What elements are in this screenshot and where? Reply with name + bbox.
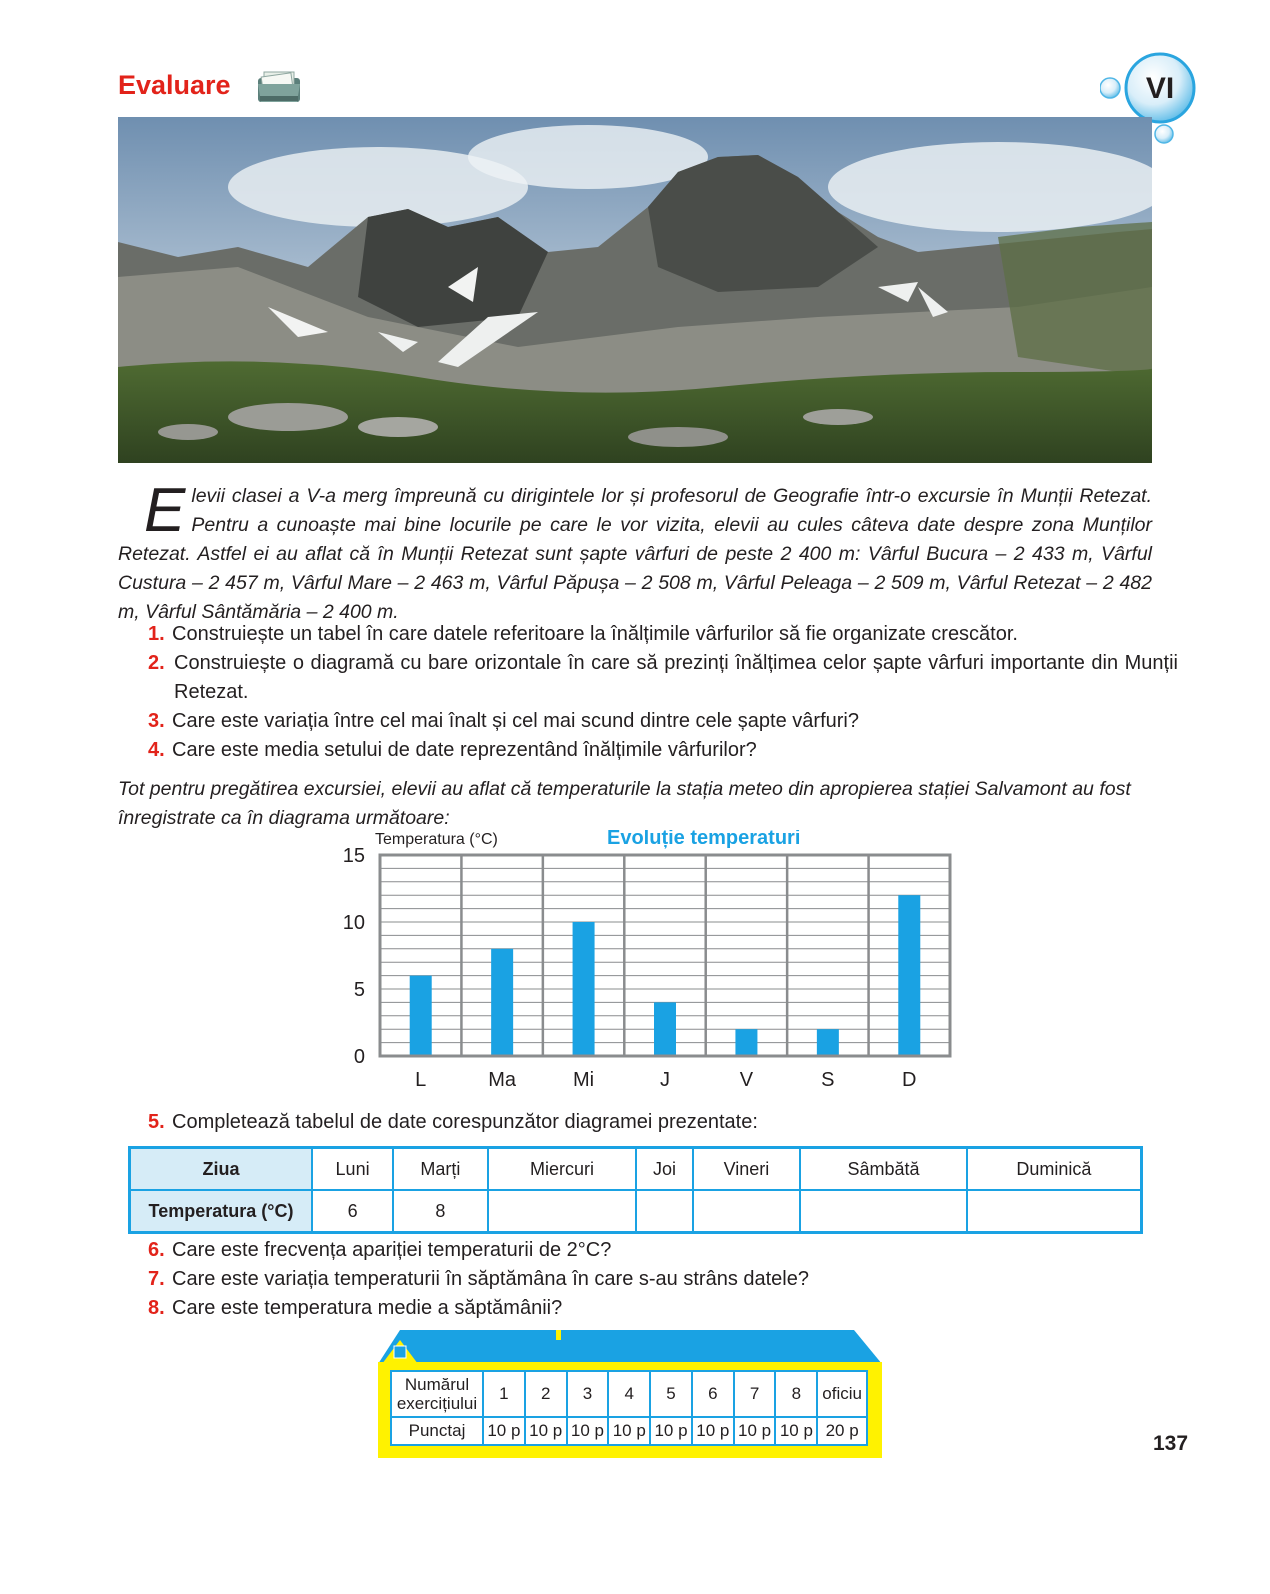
chart-x-tick-label: Ma — [488, 1069, 517, 1091]
table-header-cell: Punctaj — [391, 1417, 483, 1445]
temperature-chart — [335, 830, 975, 1110]
question-text: Care este media setului de date reprezentând înălțimile vârfurilor? — [172, 739, 757, 761]
score-box — [378, 1362, 882, 1458]
chart-y-tick-label: 0 — [353, 1046, 365, 1068]
question-4 — [148, 736, 1152, 765]
chart-bar — [654, 1002, 676, 1054]
question-8 — [148, 1294, 1152, 1323]
question-text: Construiește o diagramă cu bare orizontale în care să prezinți înălțimea celor șapte vârfuri importante din Munții Retezat. — [174, 652, 1178, 703]
chart-x-tick-label: J — [660, 1069, 670, 1091]
chart-title: Evoluție temperaturi — [607, 830, 801, 849]
table-cell: 10 p — [567, 1417, 609, 1445]
intro-text: levii clasei a V-a merg împreună cu dirigintele lor și profesorul de Geografie într-o excursie în Munții Retezat. Pentru a cunoaște mai bine locurile pe care le vor vizita, elevii au cules câteva date despre zona Munților Retezat. Astfel ei au aflat că în Munții Retezat sunt șapte vârfuri de peste 2 400 m: Vârful Bucura – 2 433 m, Vârful Custura – 2 457 m, Vârful Mare – 2 463 m, Vârful Păpușa – 2 508 m, Vârful Peleaga – 2 509 m, Vârful Retezat – 2 482 m, Vârful Sântămăria – 2 400 m. — [118, 485, 1152, 623]
table-cell: 10 p — [775, 1417, 817, 1445]
chart-bar — [735, 1029, 757, 1054]
table-row — [391, 1371, 867, 1417]
chart-bar — [491, 949, 513, 1055]
table-cell: 8 — [393, 1190, 488, 1233]
question-number: 2. — [148, 652, 165, 674]
question-text: Completează tabelul de date corespunzător diagramei prezentate: — [172, 1111, 758, 1133]
chart-bar — [573, 922, 595, 1055]
table-cell: 3 — [567, 1371, 609, 1417]
table-cell: Sâmbătă — [800, 1148, 967, 1191]
table-cell — [488, 1190, 637, 1233]
question-text: Care este variația temperaturii în săptămâna în care s-au strâns datele? — [172, 1268, 809, 1290]
table-cell: 6 — [692, 1371, 734, 1417]
table-cell: 5 — [650, 1371, 692, 1417]
page-number: 137 — [1153, 1432, 1189, 1455]
table-row — [130, 1148, 1142, 1191]
question-text: Care este frecvența apariției temperaturii de 2°C? — [172, 1239, 612, 1261]
chart-bar — [817, 1029, 839, 1054]
table-cell: Marți — [393, 1148, 488, 1191]
chart-x-tick-label: D — [902, 1069, 917, 1091]
question-number: 4. — [148, 739, 165, 761]
section-title: Evaluare — [118, 70, 231, 100]
chart-x-tick-label: V — [739, 1069, 754, 1091]
table-row — [391, 1417, 867, 1445]
question-number: 7. — [148, 1268, 165, 1290]
table-cell: oficiu — [817, 1371, 867, 1417]
chart-bar — [898, 895, 920, 1054]
table-row — [130, 1190, 1142, 1233]
chart-x-ticks — [415, 1069, 916, 1091]
table-cell: 10 p — [734, 1417, 776, 1445]
intro-dropcap: E — [144, 476, 186, 545]
score-table — [390, 1370, 868, 1446]
chart-intro-paragraph: Tot pentru pregătirea excursiei, elevii au aflat că temperaturile la stația meteo din apropierea stației Salvamont au fost înregistrate ca în diagrama următoare: — [118, 778, 1131, 829]
table-cell: 2 — [525, 1371, 567, 1417]
table-cell: 8 — [775, 1371, 817, 1417]
chart-y-tick-label: 10 — [342, 912, 365, 934]
temperature-data-table — [128, 1146, 1143, 1234]
table-cell — [800, 1190, 967, 1233]
table-cell: 1 — [483, 1371, 525, 1417]
question-number: 8. — [148, 1297, 165, 1319]
question-text: Care este temperatura medie a săptămânii? — [172, 1297, 563, 1319]
table-header-cell: Temperatura (°C) — [130, 1190, 313, 1233]
question-number: 6. — [148, 1239, 165, 1261]
table-cell: 10 p — [483, 1417, 525, 1445]
table-cell: 7 — [734, 1371, 776, 1417]
chart-x-tick-label: Mi — [573, 1069, 595, 1091]
chart-ylabel: Temperatura (°C) — [375, 831, 498, 848]
question-1 — [148, 620, 1152, 649]
table-cell: Joi — [636, 1148, 692, 1191]
chart-y-ticks — [343, 845, 365, 1068]
table-cell: 10 p — [525, 1417, 567, 1445]
question-text: Construiește un tabel în care datele referitoare la înălțimile vârfurilor să fie organizate crescător. — [172, 623, 1018, 645]
question-6 — [148, 1236, 1152, 1265]
table-cell: 10 p — [650, 1417, 692, 1445]
table-cell — [967, 1190, 1142, 1233]
intro-paragraph — [118, 476, 1152, 627]
question-2 — [148, 649, 1178, 707]
table-cell — [636, 1190, 692, 1233]
table-cell: Miercuri — [488, 1148, 637, 1191]
table-cell: Duminică — [967, 1148, 1142, 1191]
table-header-cell: Numărul exercițiului — [391, 1371, 483, 1417]
chart-x-tick-label: S — [821, 1069, 835, 1091]
table-cell: Vineri — [693, 1148, 800, 1191]
chart-y-tick-label: 5 — [353, 979, 365, 1001]
table-cell: 20 p — [817, 1417, 867, 1445]
table-cell: 6 — [312, 1190, 393, 1233]
table-cell — [693, 1190, 800, 1233]
table-cell: 4 — [608, 1371, 650, 1417]
chart-x-tick-label: L — [415, 1069, 427, 1091]
table-cell: 10 p — [692, 1417, 734, 1445]
table-header-cell: Ziua — [130, 1148, 313, 1191]
question-number: 1. — [148, 623, 165, 645]
question-number: 5. — [148, 1111, 165, 1133]
question-number: 3. — [148, 710, 165, 732]
folder-icon — [256, 68, 302, 104]
table-cell: Luni — [312, 1148, 393, 1191]
mountain-photo — [118, 117, 1152, 463]
question-text: Care este variația între cel mai înalt și cel mai scund dintre cele șapte vârfuri? — [172, 710, 859, 732]
chart-bar — [410, 976, 432, 1055]
table-cell: 10 p — [608, 1417, 650, 1445]
question-7 — [148, 1265, 1152, 1294]
question-5 — [148, 1108, 1152, 1137]
chart-y-tick-label: 15 — [342, 845, 365, 867]
question-3 — [148, 707, 1152, 736]
unit-badge-label: VI — [1145, 72, 1175, 105]
